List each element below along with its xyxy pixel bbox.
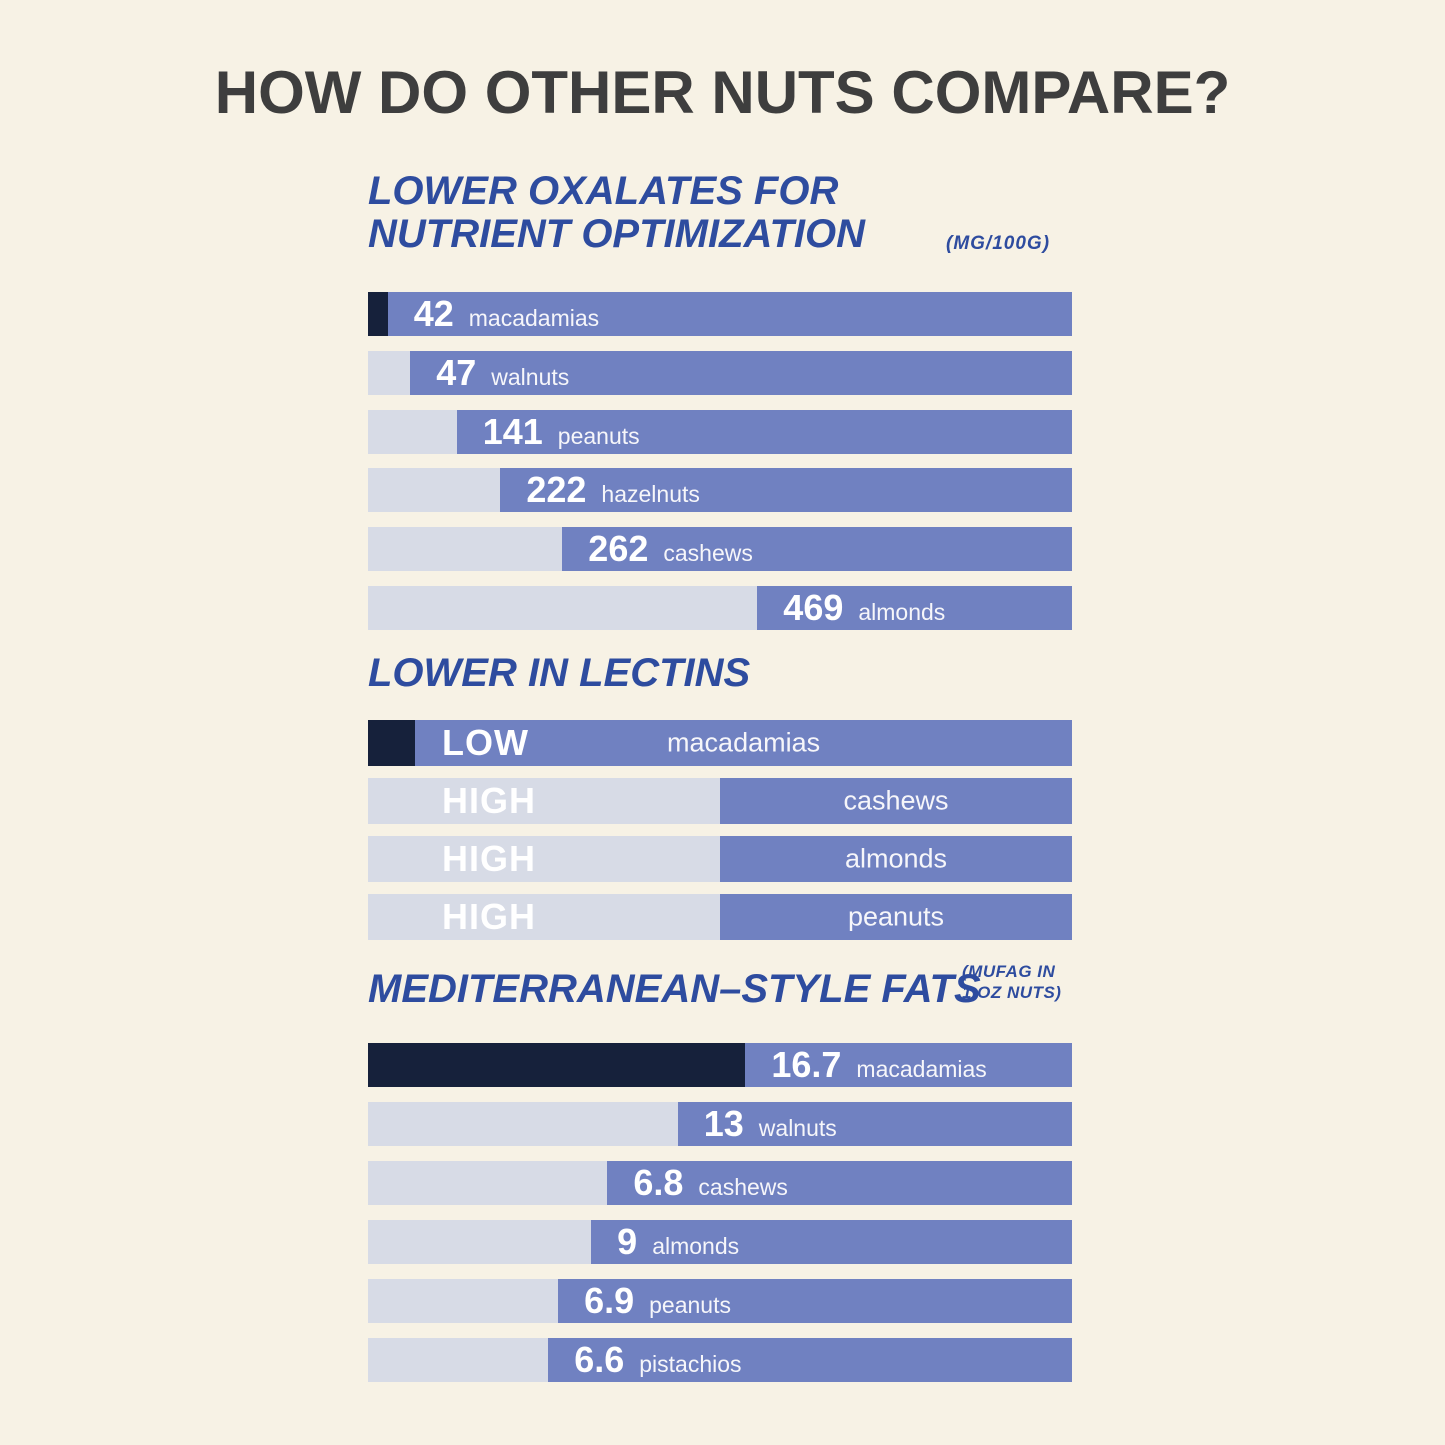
bar-nut-name: cashews <box>663 540 753 566</box>
bar-value: 6.9 <box>584 1280 635 1321</box>
oxalates-unit-label: (MG/100G) <box>946 233 1051 254</box>
section-lectins-heading-line1: LOWER IN LECTINS <box>368 651 751 695</box>
bar-nut-name: cashews <box>698 1174 788 1200</box>
bar-value: 6.6 <box>574 1339 625 1380</box>
bar-value: 262 <box>588 528 649 569</box>
bar-oxalates-hazelnuts <box>368 468 1072 512</box>
bar-fats-peanuts <box>368 1279 1072 1323</box>
lectin-level-label: HIGH <box>442 838 536 879</box>
bar-label <box>526 469 700 511</box>
bar-value: 42 <box>413 293 454 334</box>
fats-unit-line2: 1 OZ NUTS) <box>962 983 1062 1002</box>
bar-label <box>771 1044 986 1086</box>
bar-value: 6.8 <box>633 1162 684 1203</box>
bar-fats-cashews <box>368 1161 1072 1205</box>
bar-label <box>633 1162 788 1204</box>
fats-unit-line1: (MUFAG IN <box>962 962 1056 981</box>
bar-lectins-cashews <box>368 778 1072 824</box>
bar-nut-name: walnuts <box>758 1115 837 1141</box>
bar-nut-name: almonds <box>844 843 948 874</box>
bar-lectins-peanuts <box>368 894 1072 940</box>
section-fats-heading-line1: MEDITERRANEAN–STYLE FATS <box>368 967 981 1011</box>
lectin-level-label: HIGH <box>442 780 536 821</box>
bar-oxalates-peanuts <box>368 410 1072 454</box>
bar-nut-name: almonds <box>858 599 946 625</box>
bar-label <box>584 1280 731 1322</box>
section-oxalates-heading <box>368 170 865 256</box>
bar-nut-name: macadamias <box>856 1056 987 1082</box>
bar-label <box>483 411 640 453</box>
bar-value: 13 <box>703 1103 744 1144</box>
bar-label <box>704 1103 837 1145</box>
bar-label <box>783 587 945 629</box>
bar-nut-name: peanuts <box>847 901 945 932</box>
lectin-level-label: HIGH <box>442 896 536 937</box>
bar-label <box>588 528 753 570</box>
bar-nut-name: almonds <box>652 1233 740 1259</box>
section-fats-heading <box>368 968 981 1011</box>
fats-unit-label <box>962 961 1061 1003</box>
bar-value: 141 <box>482 411 543 452</box>
bar-oxalates-macadamias <box>368 292 1072 336</box>
section-oxalates-heading-line1: LOWER OXALATES FOR <box>368 169 839 213</box>
bar-label <box>414 293 599 335</box>
bar-nut-name: cashews <box>843 785 949 816</box>
bar-nut-name: pistachios <box>639 1351 742 1377</box>
bar-nut-name: macadamias <box>667 727 821 758</box>
bar-nut-name: peanuts <box>557 423 640 449</box>
bar-lectins-macadamias <box>368 720 1072 766</box>
bar-value: 469 <box>783 587 844 628</box>
bar-nut-name: macadamias <box>468 305 600 331</box>
bar-value: 47 <box>436 352 477 393</box>
bar-lectins-almonds <box>368 836 1072 882</box>
bar-fats-almonds <box>368 1220 1072 1264</box>
bar-nut-name: walnuts <box>491 364 570 390</box>
bar-nut-name: hazelnuts <box>601 481 700 507</box>
bar-oxalates-walnuts <box>368 351 1072 395</box>
bar-label <box>574 1339 741 1381</box>
bar-fats-walnuts <box>368 1102 1072 1146</box>
bar-value: 16.7 <box>771 1044 842 1085</box>
bar-value: 222 <box>526 469 587 510</box>
section-oxalates-heading-line2: NUTRIENT OPTIMIZATION <box>368 212 865 256</box>
bar-oxalates-cashews <box>368 527 1072 571</box>
bar-fats-pistachios <box>368 1338 1072 1382</box>
bar-nut-name: peanuts <box>649 1292 731 1318</box>
bar-fats-macadamias <box>368 1043 1072 1087</box>
bar-oxalates-almonds <box>368 586 1072 630</box>
bar-value: 9 <box>617 1221 638 1262</box>
section-lectins-heading <box>368 652 750 695</box>
bar-label <box>617 1221 739 1263</box>
page-title: HOW DO OTHER NUTS COMPARE? <box>214 59 1231 126</box>
bar-label <box>436 352 569 394</box>
lectin-level-label: LOW <box>442 722 529 763</box>
